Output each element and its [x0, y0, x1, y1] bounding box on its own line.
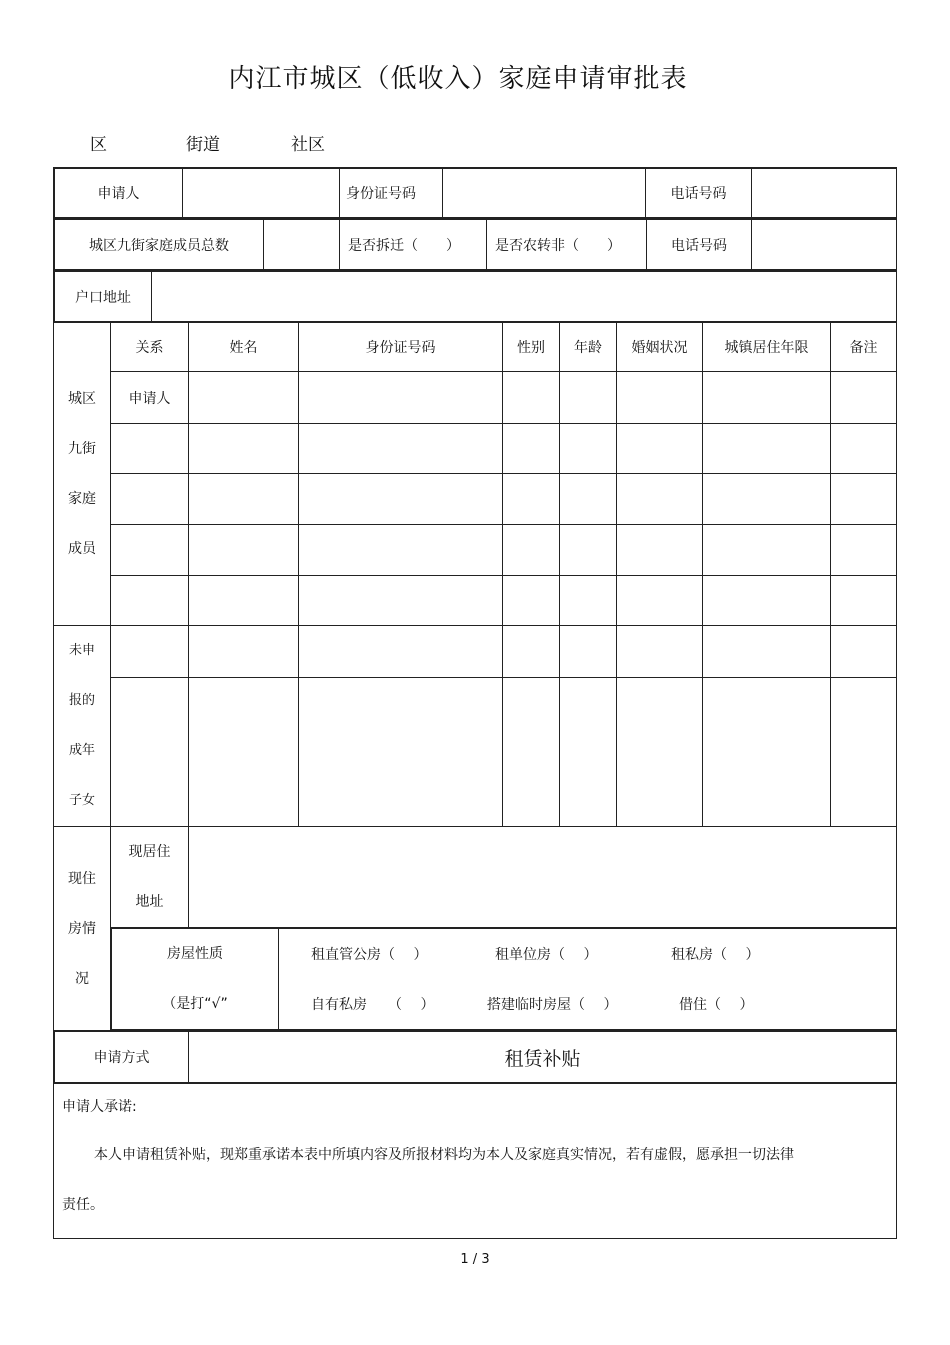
applicant-label: 申请人	[55, 169, 183, 218]
member-cell[interactable]	[831, 576, 897, 626]
housing-nature-row	[54, 928, 897, 1031]
apply-method-row	[54, 1031, 897, 1084]
housing-section-label: 现住 房情 况	[54, 827, 111, 1031]
phone-label: 电话号码	[646, 169, 752, 218]
member-cell[interactable]	[703, 576, 831, 626]
member-row	[54, 372, 897, 424]
apply-method-label: 申请方式	[55, 1032, 189, 1083]
member-cell[interactable]	[560, 576, 617, 626]
member-row	[54, 525, 897, 576]
member-cell[interactable]	[503, 424, 560, 474]
member-row	[54, 474, 897, 525]
total-members-label: 城区九街家庭成员总数	[55, 220, 264, 270]
street-label: 街道	[186, 135, 220, 155]
id-number-label: 身份证号码	[340, 169, 443, 218]
children-section-label: 未申 报的 成年 子女	[54, 626, 111, 827]
member-cell[interactable]	[617, 525, 703, 576]
header-age: 年龄	[560, 323, 617, 372]
child-cell[interactable]	[189, 678, 299, 827]
member-cell[interactable]	[703, 525, 831, 576]
member-row	[54, 576, 897, 626]
applicant-row	[54, 168, 897, 219]
children-row	[54, 626, 897, 678]
pledge-text: 本人申请租赁补贴，现郑重承诺本表中所填内容及所报材料均为本人及家庭真实情况，若有虚假，愿承担一切法律责任。	[62, 1147, 794, 1213]
child-cell[interactable]	[560, 626, 617, 678]
member-cell[interactable]	[189, 525, 299, 576]
applicant-name-field[interactable]	[183, 169, 340, 218]
option-public-housing[interactable]: 租直管公房（ ）	[311, 947, 428, 963]
member-cell[interactable]	[560, 474, 617, 525]
member-cell[interactable]	[617, 576, 703, 626]
child-cell[interactable]	[111, 626, 189, 678]
member-cell[interactable]	[560, 372, 617, 424]
children-row	[54, 678, 897, 827]
member-relation-cell: 申请人	[111, 372, 189, 424]
header-gender: 性别	[503, 323, 560, 372]
members-header-row	[54, 323, 897, 372]
current-address-field[interactable]	[189, 827, 897, 928]
member-cell[interactable]	[617, 474, 703, 525]
member-cell[interactable]	[703, 474, 831, 525]
member-cell[interactable]	[503, 474, 560, 525]
demolished-check[interactable]: 是否拆迁（ ）	[340, 220, 487, 270]
household-row	[54, 219, 897, 271]
member-cell[interactable]	[299, 424, 503, 474]
member-cell[interactable]	[189, 372, 299, 424]
page-number: 1 / 3	[460, 1252, 490, 1267]
hukou-address-field[interactable]	[152, 272, 897, 322]
child-cell[interactable]	[299, 626, 503, 678]
id-number-field[interactable]	[443, 169, 646, 218]
member-row	[54, 424, 897, 474]
member-cell[interactable]	[111, 525, 189, 576]
child-cell[interactable]	[503, 678, 560, 827]
member-cell[interactable]	[617, 424, 703, 474]
pledge-label: 申请人承诺:	[62, 1099, 137, 1115]
child-cell[interactable]	[503, 626, 560, 678]
member-cell[interactable]	[831, 424, 897, 474]
rural-to-urban-check[interactable]: 是否农转非（ ）	[487, 220, 647, 270]
header-marital-status: 婚姻状况	[617, 323, 703, 372]
community-label: 社区	[291, 135, 325, 155]
header-id-number: 身份证号码	[299, 323, 503, 372]
member-cell[interactable]	[831, 372, 897, 424]
option-private-rental[interactable]: 租私房（ ）	[671, 947, 760, 963]
member-cell[interactable]	[189, 424, 299, 474]
housing-address-row	[54, 827, 897, 928]
member-cell[interactable]	[189, 474, 299, 525]
child-cell[interactable]	[299, 678, 503, 827]
member-cell[interactable]	[831, 474, 897, 525]
member-cell[interactable]	[299, 525, 503, 576]
member-cell[interactable]	[299, 372, 503, 424]
total-members-field[interactable]	[264, 220, 340, 270]
child-cell[interactable]	[617, 626, 703, 678]
member-cell[interactable]	[503, 372, 560, 424]
phone-label-2: 电话号码	[647, 220, 752, 270]
member-cell[interactable]	[703, 372, 831, 424]
member-cell[interactable]	[111, 474, 189, 525]
application-form-table	[53, 167, 897, 1239]
child-cell[interactable]	[617, 678, 703, 827]
apply-method-value: 租赁补贴	[189, 1032, 897, 1083]
header-name: 姓名	[189, 323, 299, 372]
child-cell[interactable]	[831, 678, 897, 827]
child-cell[interactable]	[703, 678, 831, 827]
pledge-row	[54, 1084, 897, 1239]
member-cell[interactable]	[617, 372, 703, 424]
current-address-label: 现居住 地址	[111, 827, 189, 928]
child-cell[interactable]	[831, 626, 897, 678]
header-remarks: 备注	[831, 323, 897, 372]
member-cell[interactable]	[703, 424, 831, 474]
district-label: 区	[90, 135, 107, 155]
housing-nature-label: 房屋性质 （是打“√”	[112, 929, 279, 1030]
hukou-row	[54, 271, 897, 323]
phone-field[interactable]	[752, 169, 897, 218]
child-cell[interactable]	[703, 626, 831, 678]
child-cell[interactable]	[560, 678, 617, 827]
option-own-house[interactable]: 自有私房 （ ）	[311, 997, 435, 1013]
member-cell[interactable]	[299, 474, 503, 525]
header-residence-years: 城镇居住年限	[703, 323, 831, 372]
member-cell[interactable]	[299, 576, 503, 626]
member-cell[interactable]	[560, 525, 617, 576]
member-cell[interactable]	[560, 424, 617, 474]
option-borrowed[interactable]: 借住（ ）	[679, 997, 754, 1013]
hukou-address-label: 户口地址	[55, 272, 152, 322]
member-cell[interactable]	[111, 576, 189, 626]
child-cell[interactable]	[111, 678, 189, 827]
option-temporary-house[interactable]: 搭建临时房屋（ ）	[487, 997, 618, 1013]
phone-field-2[interactable]	[752, 220, 897, 270]
member-cell[interactable]	[831, 525, 897, 576]
members-section-label: 城区 九街 家庭 成员	[54, 323, 111, 626]
member-cell[interactable]	[189, 576, 299, 626]
header-relation: 关系	[111, 323, 189, 372]
member-cell[interactable]	[111, 424, 189, 474]
option-unit-housing[interactable]: 租单位房（ ）	[495, 947, 598, 963]
child-cell[interactable]	[189, 626, 299, 678]
form-title: 内江市城区（低收入）家庭申请审批表	[228, 64, 688, 94]
member-cell[interactable]	[503, 576, 560, 626]
member-cell[interactable]	[503, 525, 560, 576]
